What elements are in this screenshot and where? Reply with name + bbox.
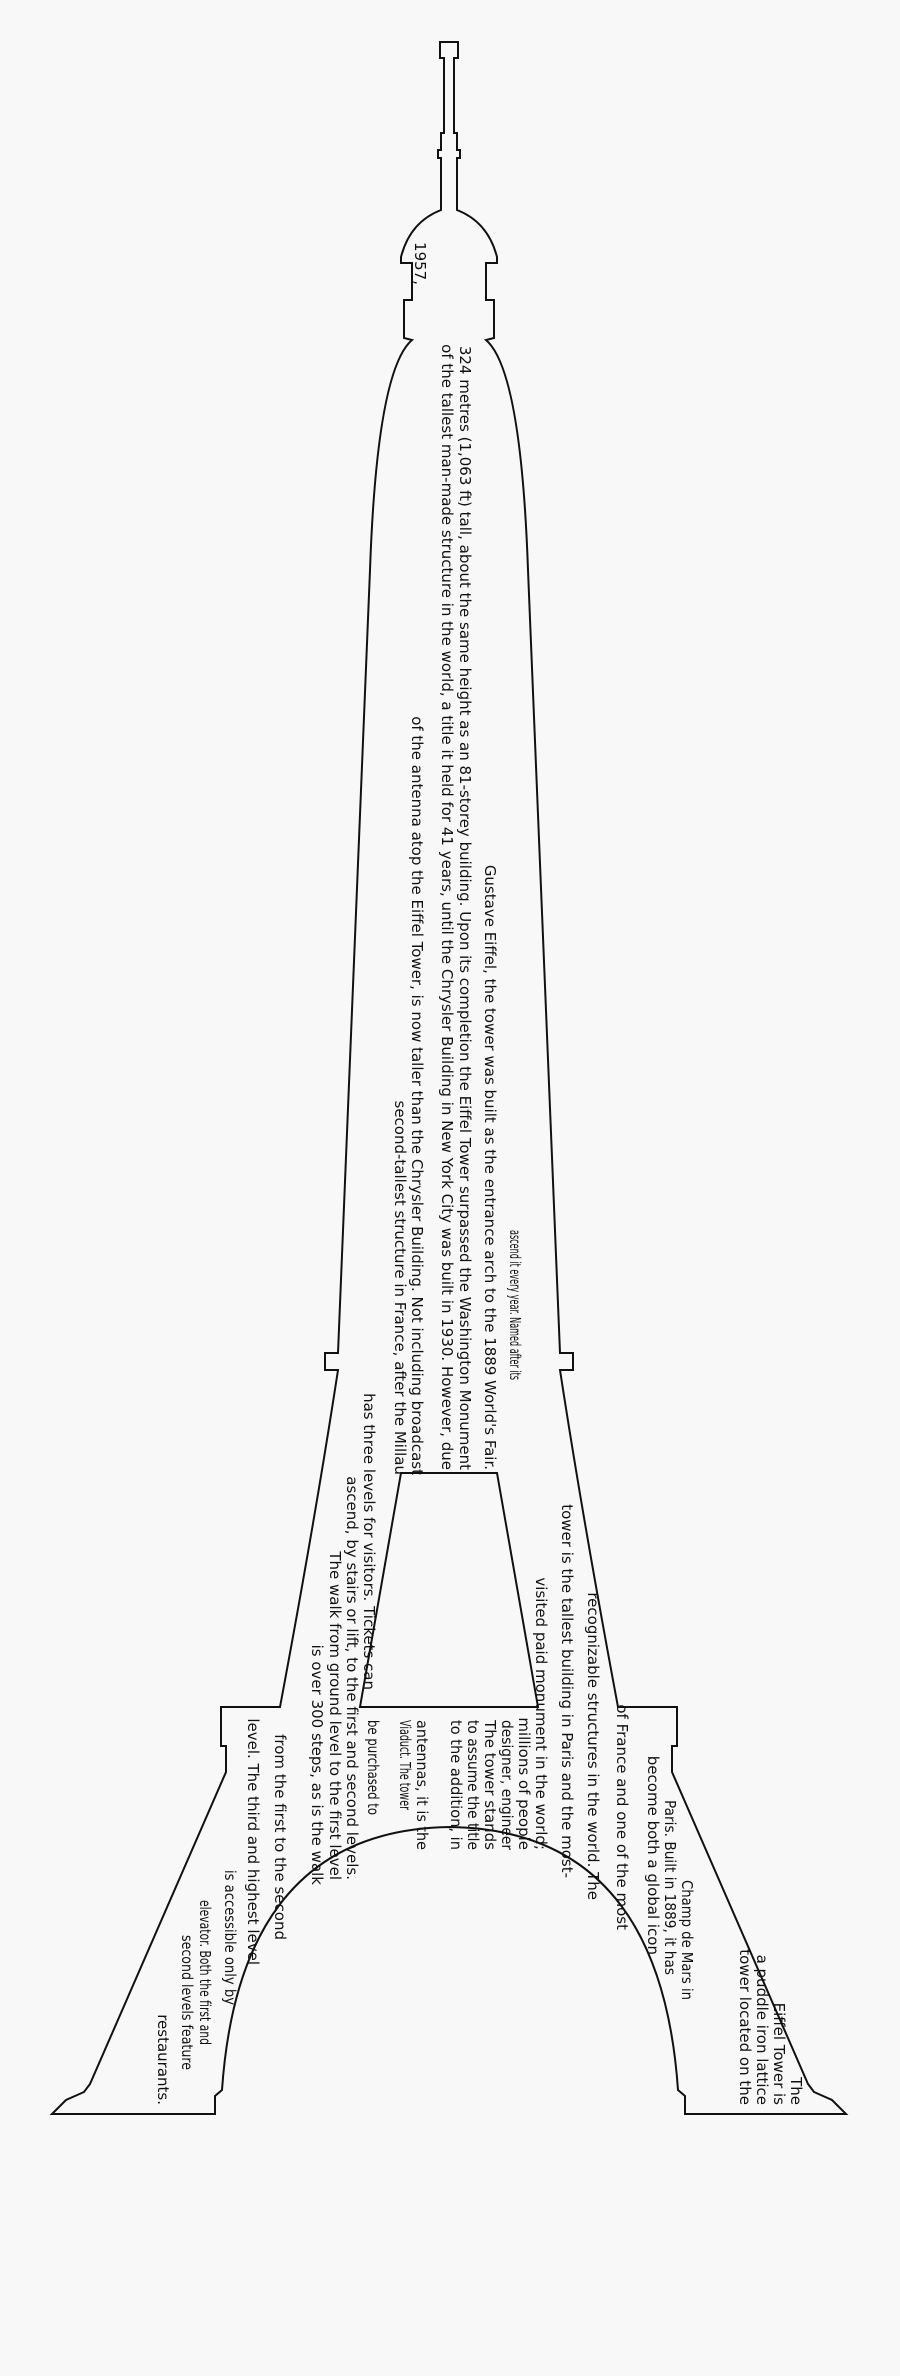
- tower-text-line: is over 300 steps, as is the walk: [308, 1644, 326, 1885]
- tower-text-line: is accessible only by: [221, 1870, 239, 2025]
- tower-text-line: from the first to the second: [271, 1734, 289, 1940]
- tower-text-line: The walk from ground level to the first level: [326, 1551, 344, 1880]
- tower-text-line: tower is the tallest building in Paris and the most-: [558, 1504, 576, 1878]
- tower-text-line: Paris. Built in 1889, it has: [661, 1800, 679, 1992]
- tower-opening: [360, 1473, 538, 1707]
- tower-text-line: recognizable structures in the world. The: [584, 1592, 602, 1900]
- tower-text-line: to assume the title: [464, 1720, 482, 1862]
- tower-text-line: 324 metres (1,063 ft) tall, about the same height as an 81-storey building. Upon its completion the Eiffel Tower surpassed the Washington Monument: [456, 345, 474, 1470]
- tower-text-line: tower located on the: [736, 1949, 754, 2105]
- tower-text-line: ascend, by stairs or lift, to the first and second levels.: [343, 1476, 361, 1880]
- tower-text-line: elevator. Both the first and: [196, 1900, 214, 2102]
- tower-text-line: has three levels for visitors. Tickets can: [360, 1393, 378, 1690]
- tower-text-line: ascend it every year. Named after its: [506, 1230, 524, 1509]
- tower-text-line: The tower stands: [481, 1720, 499, 1850]
- tower-text-line: level. The third and highest level: [244, 1718, 262, 1965]
- tower-text-line: a puddle iron lattice: [753, 1954, 771, 2105]
- tower-text-line: designer, engineer: [498, 1720, 516, 1862]
- tower-text-line: Viaduct. The tower: [396, 1720, 414, 1862]
- tower-text: [154, 242, 805, 2105]
- tower-text-line: second levels feature: [178, 1935, 196, 2096]
- tower-text-line: Eiffel Tower is: [770, 2002, 788, 2105]
- tower-text-line: of France and one of the most: [613, 1704, 631, 1930]
- tower-text-line: second-tallest structure in France, after the Millau: [391, 1100, 409, 1475]
- tower-text-line: millions of people: [515, 1717, 533, 1850]
- tower-text-line: visited paid monument in the world;: [532, 1577, 550, 1850]
- tower-text-line: of the tallest man-made structure in the world, a title it held for 41 years, until the Chrysler Building in New York City was built in 1930. However, due: [438, 344, 456, 1470]
- tower-text-line: of the antenna atop the Eiffel Tower, is now taller than the Chrysler Building. Not including broadcast: [408, 716, 426, 1475]
- tower-text-line: Champ de Mars in: [678, 1880, 696, 2017]
- tower-text-line: antennas, it is the: [413, 1720, 431, 1856]
- tower-text-line: Gustave Eiffel, the tower was built as the entrance arch to the 1889 World's Fair.: [481, 864, 499, 1470]
- tower-text-line: to the addition, in: [447, 1720, 465, 1854]
- tower-text-line: be purchased to: [364, 1720, 382, 1842]
- tower-text-line: The: [787, 2077, 805, 2105]
- tower-text-line: become both a global icon: [644, 1755, 662, 1955]
- tower-text-line: 1957,: [411, 242, 429, 285]
- tower-text-line: restaurants.: [154, 2014, 172, 2105]
